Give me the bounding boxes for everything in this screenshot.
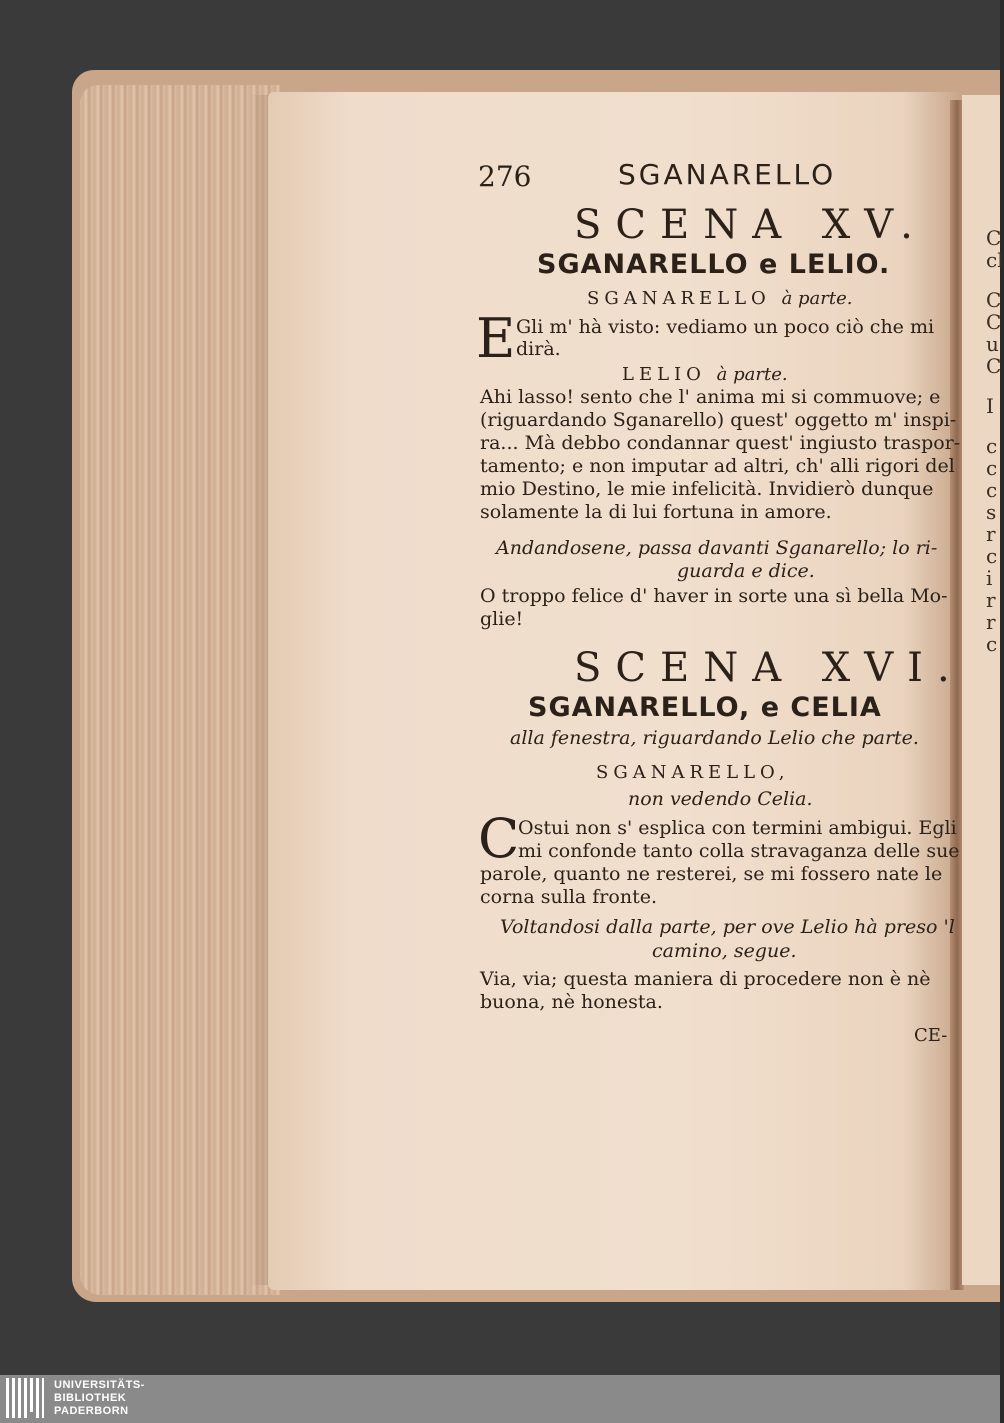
next-page-fragment: r	[986, 522, 996, 546]
scene-16-characters-note: alla fenestra, riguardando Lelio che parte.	[510, 727, 919, 749]
text-line: mio Destino, le mie infelicità. Invidierò dunque	[480, 478, 934, 500]
next-page-fragment: r	[986, 610, 996, 634]
scene-15-heading: SCENA XV.	[574, 202, 927, 248]
text-line: glie!	[480, 608, 524, 630]
drop-cap: C	[478, 807, 520, 870]
next-page-fragment: i	[986, 566, 993, 590]
next-page-fragment: C	[986, 310, 1002, 334]
stage-direction: camino, segue.	[652, 940, 797, 962]
scene-16-heading: SCENA XVI.	[574, 645, 964, 691]
next-page-fragment: cl	[986, 248, 1004, 272]
next-page-fragment: C	[986, 354, 1002, 378]
text-line: Ostui non s' esplica con termini ambigui. Egli	[518, 817, 957, 839]
library-barcode-logo-icon	[6, 1378, 46, 1420]
speaker-direction: à parte.	[716, 364, 788, 385]
next-page-fragment: c	[986, 456, 998, 480]
drop-cap: E	[476, 307, 516, 370]
next-page-edge	[962, 95, 1004, 1285]
catchword: CE-	[914, 1025, 948, 1046]
text-line: buona, nè honesta.	[480, 991, 663, 1013]
scene-16-characters: SGANARELLO, e CELIA	[528, 692, 882, 723]
text-line: Gli m' hà visto: vediamo un poco ciò che mi	[516, 316, 935, 338]
stage-direction: guarda e dice.	[677, 560, 815, 582]
library-footer-bar	[0, 1375, 1000, 1423]
next-page-fragment: c	[986, 544, 998, 568]
next-page-fragment: r	[986, 588, 996, 612]
text-line: dirà.	[516, 338, 561, 360]
stage-direction: Voltandosi dalla parte, per ove Lelio hà preso 'l	[500, 916, 955, 938]
text-line: mi confonde tanto colla stravaganza delle sue	[518, 840, 960, 862]
speaker-name: SGANARELLO	[587, 288, 771, 309]
text-line: parole, quanto ne resterei, se mi fossero nate le	[480, 863, 943, 885]
library-name-line: BIBLIOTHEK	[54, 1392, 127, 1404]
text-line: tamento; e non imputar ad altri, ch' alli rigori del	[480, 455, 955, 477]
speaker-direction: non vedendo Celia.	[628, 788, 813, 810]
text-line: Via, via; questa maniera di procedere non è nè	[480, 968, 931, 990]
stage-direction: Andandosene, passa davanti Sganarello; lo ri-	[496, 537, 938, 559]
next-page-fragment: s	[986, 500, 997, 524]
text-line: (riguardando Sganarello) quest' oggetto m' inspi-	[480, 409, 957, 431]
text-line: O troppo felice d' haver in sorte una sì bella Mo-	[480, 585, 948, 607]
next-page-fragment: u	[986, 332, 999, 356]
speaker-sganarello	[587, 288, 852, 309]
speaker-lelio	[622, 364, 788, 385]
running-title: SGANARELLO	[618, 158, 837, 191]
page-number: 276	[478, 160, 532, 193]
scene-15-characters: SGANARELLO e LELIO.	[537, 249, 891, 280]
text-line: solamente la di lui fortuna in amore.	[480, 501, 832, 523]
speaker-name: LELIO	[622, 364, 706, 385]
text-line: ra... Mà debbo condannar quest' ingiusto traspor-	[480, 432, 961, 454]
text-line: corna sulla fronte.	[480, 886, 657, 908]
library-name-line: PADERBORN	[54, 1405, 129, 1417]
speaker-direction: à parte.	[781, 288, 853, 309]
next-page-fragment: c	[986, 632, 998, 656]
next-page-fragment: C	[986, 226, 1002, 250]
text-line: Ahi lasso! sento che l' anima mi si commuove; e	[480, 386, 941, 408]
next-page-fragment: C	[986, 288, 1002, 312]
next-page-fragment: c	[986, 478, 998, 502]
library-name-line: UNIVERSITÄTS-	[54, 1379, 145, 1391]
speaker-sganarello: SGANARELLO,	[596, 762, 790, 783]
next-page-fragment: I	[986, 394, 994, 418]
next-page-fragment: c	[986, 434, 998, 458]
